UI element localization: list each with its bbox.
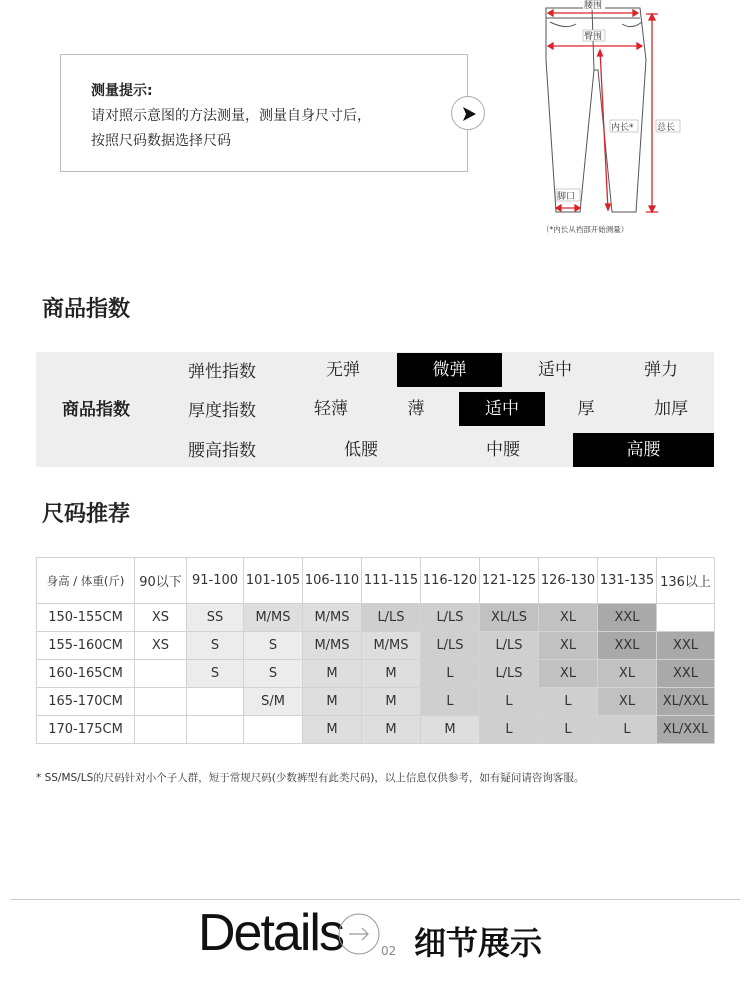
size-cell: L/LS — [421, 632, 480, 660]
size-cell: XL/XXL — [657, 716, 715, 744]
height-cell: 170-175CM — [37, 716, 135, 744]
size-cell: M — [421, 716, 480, 744]
size-cell: M — [362, 660, 421, 688]
size-cell: L — [480, 716, 539, 744]
tip-line-2: 按照尺码数据选择尺码 — [91, 133, 231, 149]
header-cell: 90以下 — [135, 558, 187, 604]
header-cell: 121-125 — [480, 558, 539, 604]
waist-label: 腰围 — [584, 1, 603, 11]
size-note: * SS/MS/LS的尺码针对小个子人群，短于常规尺码(少数裤型有此类尺码)，以上信息仅供参考，如有疑问请咨询客服。 — [36, 772, 585, 784]
size-cell: M — [303, 688, 362, 716]
size-cell: M/MS — [303, 632, 362, 660]
size-cell: L — [539, 688, 598, 716]
height-cell: 150-155CM — [37, 604, 135, 632]
details-title: Details — [198, 904, 343, 962]
height-cell: 155-160CM — [37, 632, 135, 660]
size-cell: M — [362, 716, 421, 744]
size-cell: L — [421, 660, 480, 688]
size-cell: XL — [539, 604, 598, 632]
elastic-option: 适中 — [538, 360, 572, 380]
thickness-option: 薄 — [407, 399, 425, 419]
tip-title: 测量提示: — [91, 83, 153, 99]
arrow-right-icon — [451, 96, 485, 130]
elastic-option: 无弹 — [326, 360, 360, 380]
size-cell: XL — [539, 632, 598, 660]
header-cell: 101-105 — [244, 558, 303, 604]
table-row — [37, 660, 715, 688]
waist-option: 中腰 — [486, 440, 520, 460]
size-cell: L/LS — [480, 632, 539, 660]
size-cell: L — [598, 716, 657, 744]
size-cell: XL — [598, 660, 657, 688]
size-cell: S — [187, 660, 244, 688]
size-cell: XXL — [598, 632, 657, 660]
size-cell: S — [244, 632, 303, 660]
size-cell: M — [362, 688, 421, 716]
size-table — [36, 557, 715, 744]
size-cell: XXL — [598, 604, 657, 632]
size-cell — [657, 604, 715, 632]
divider — [10, 899, 740, 900]
size-cell: XXL — [657, 660, 715, 688]
size-cell: XL — [539, 660, 598, 688]
waist-option-selected: 高腰 — [573, 433, 714, 467]
elastic-option: 弹力 — [644, 360, 678, 380]
size-cell: S — [187, 632, 244, 660]
waist-option: 低腰 — [344, 440, 378, 460]
size-cell: S — [244, 660, 303, 688]
header-cell: 111-115 — [362, 558, 421, 604]
measurement-tip-box — [60, 54, 468, 172]
size-cell — [187, 688, 244, 716]
size-cell: L — [480, 688, 539, 716]
size-cell — [135, 716, 187, 744]
size-cell: XS — [135, 632, 187, 660]
table-row — [37, 604, 715, 632]
size-cell: L — [421, 688, 480, 716]
details-title-cn: 细节展示 — [414, 924, 543, 962]
size-cell: XL/LS — [480, 604, 539, 632]
size-cell: M/MS — [362, 632, 421, 660]
header-cell: 身高 / 体重(斤) — [37, 558, 135, 604]
thickness-option: 加厚 — [654, 399, 688, 419]
size-cell: M — [303, 716, 362, 744]
size-cell — [135, 688, 187, 716]
size-cell: XXL — [657, 632, 715, 660]
arrow-right-circle-icon — [337, 912, 381, 956]
inseam-label: 内长* — [611, 123, 634, 133]
size-cell — [244, 716, 303, 744]
thickness-label: 厚度指数 — [188, 401, 256, 421]
size-cell — [135, 660, 187, 688]
size-section-title: 尺码推荐 — [42, 502, 131, 527]
size-cell: L/LS — [480, 660, 539, 688]
size-table-header-row — [37, 558, 715, 604]
size-cell: M/MS — [244, 604, 303, 632]
header-cell: 106-110 — [303, 558, 362, 604]
header-cell: 126-130 — [539, 558, 598, 604]
height-cell: 160-165CM — [37, 660, 135, 688]
total-length-label: 总长 — [657, 123, 676, 133]
size-cell — [187, 716, 244, 744]
product-index-panel — [36, 352, 714, 467]
elastic-label: 弹性指数 — [188, 362, 256, 382]
table-row — [37, 716, 715, 744]
table-row — [37, 688, 715, 716]
size-cell: M/MS — [303, 604, 362, 632]
size-cell: XL — [598, 688, 657, 716]
waist-height-label: 腰高指数 — [188, 441, 256, 461]
details-number: 02 — [381, 944, 397, 958]
size-cell: XL/XXL — [657, 688, 715, 716]
size-cell: L/LS — [362, 604, 421, 632]
size-cell: SS — [187, 604, 244, 632]
hip-label: 臀围 — [584, 32, 603, 42]
size-cell: XS — [135, 604, 187, 632]
thickness-option-selected: 适中 — [459, 392, 545, 426]
size-cell: L/LS — [421, 604, 480, 632]
pants-measurement-diagram — [526, 0, 696, 240]
size-cell: S/M — [244, 688, 303, 716]
header-cell: 131-135 — [598, 558, 657, 604]
inseam-note: （*内长从裆部开始测量） — [542, 225, 629, 234]
size-cell: M — [303, 660, 362, 688]
thickness-option: 厚 — [577, 399, 595, 419]
index-row-header: 商品指数 — [62, 400, 130, 420]
header-cell: 136以上 — [657, 558, 715, 604]
table-row — [37, 632, 715, 660]
height-cell: 165-170CM — [37, 688, 135, 716]
tip-line-1: 请对照示意图的方法测量，测量自身尺寸后， — [91, 108, 371, 124]
index-section-title: 商品指数 — [42, 297, 131, 322]
size-cell: L — [539, 716, 598, 744]
header-cell: 91-100 — [187, 558, 244, 604]
thickness-option: 轻薄 — [314, 399, 348, 419]
hem-label: 脚口 — [557, 192, 576, 202]
header-cell: 116-120 — [421, 558, 480, 604]
elastic-option-selected: 微弹 — [397, 353, 502, 387]
